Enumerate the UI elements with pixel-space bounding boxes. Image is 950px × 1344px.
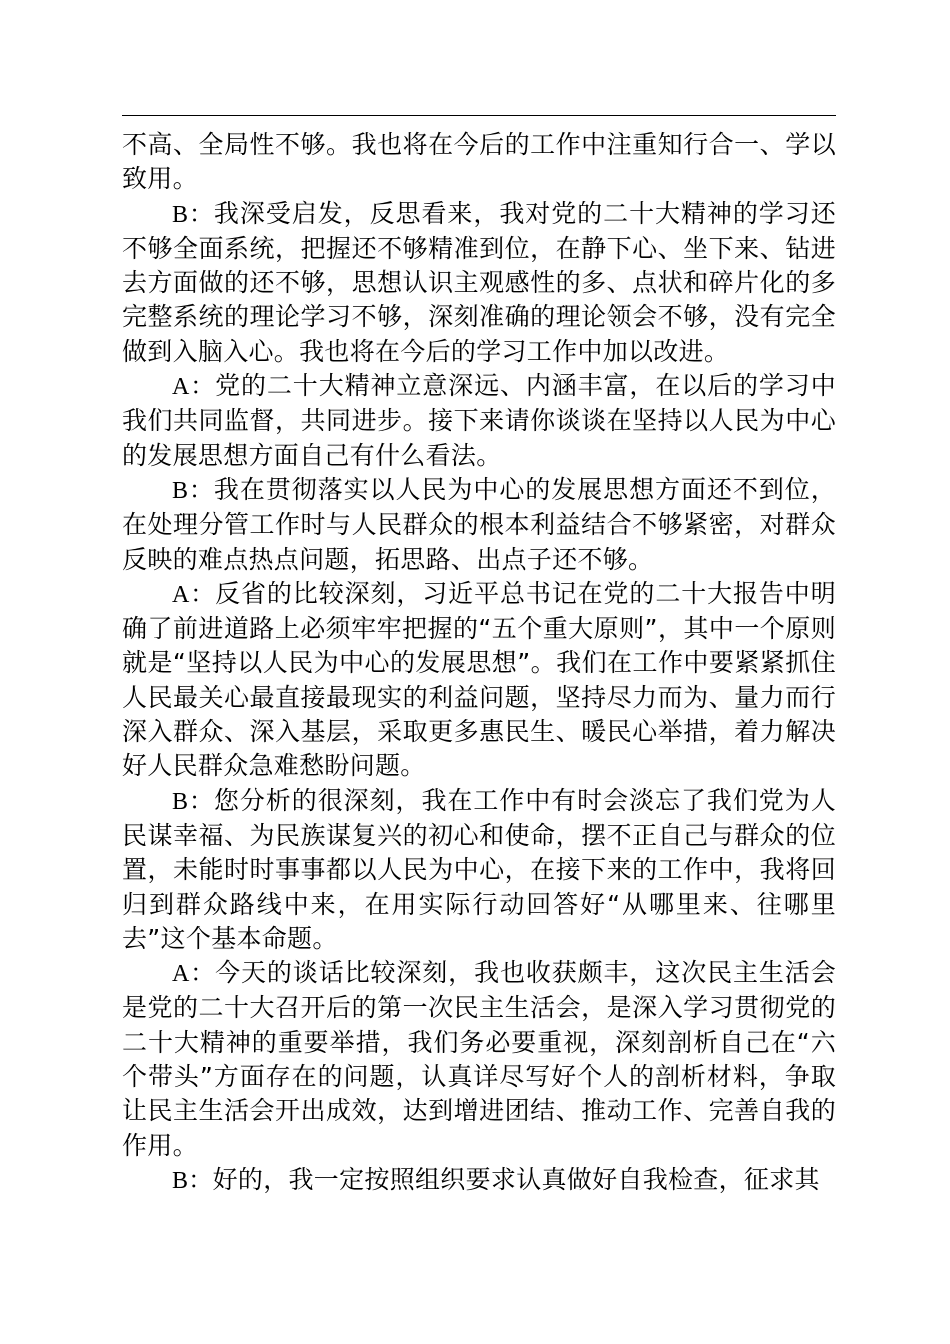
paragraph-text: 好的，我一定按照组织要求认真做好自我检查，征求其 <box>212 1164 820 1194</box>
paragraph-text: 不高、全局性不够。我也将在今后的工作中注重知行合一、学以致用。 <box>122 130 836 194</box>
paragraph-b-reply <box>122 473 836 577</box>
paragraph-text: 今天的谈话比较深刻，我也收获颇丰，这次民主生活会是党的二十大召开后的第一次民主生活会，是深入学习贯彻党的二十大精神的重要举措，我们务必要重视，深刻剖析自己在“六个带头”方面存在的问题，认真详尽写好个人的剖析材料，争取让民主生活会开出成效，达到增进团结、推动工作、完善自我的作用。 <box>122 958 836 1160</box>
paragraph-a-question <box>122 369 836 473</box>
paragraph-b-reply <box>122 784 836 956</box>
paragraph-text: 您分析的很深刻，我在工作中有时会淡忘了我们党为人民谋幸福、为民族谋复兴的初心和使命，摆不正自己与群众的位置，未能时时事事都以人民为中心，在接下来的工作中，我将回归到群众路线中来，在用实际行动回答好“从哪里来、往哪里去”这个基本命题。 <box>122 785 837 953</box>
paragraph-text: 反省的比较深刻，习近平总书记在党的二十大报告中明确了前进道路上必须牢牢把握的“五个重大原则”，其中一个原则就是“坚持以人民为中心的发展思想”。我们在工作中要紧紧抓住人民最关心最直接最现实的利益问题，坚持尽力而为、量力而行深入群众、深入基层，采取更多惠民生、暖民心举措，着力解决好人民群众急难愁盼问题。 <box>122 578 836 781</box>
header-rule <box>122 115 836 116</box>
document-body <box>122 128 836 1198</box>
speaker-label: A： <box>172 961 216 988</box>
speaker-label: B： <box>172 1167 213 1194</box>
speaker-label: A： <box>172 374 216 401</box>
paragraph-continued <box>122 128 836 197</box>
speaker-label: A： <box>172 581 216 608</box>
paragraph-text: 党的二十大精神立意深远、内涵丰富，在以后的学习中我们共同监督，共同进步。接下来请你谈谈在坚持以人民为中心的发展思想方面自己有什么看法。 <box>122 371 836 470</box>
speaker-label: B： <box>172 788 214 815</box>
paragraph-b-reply <box>122 197 836 369</box>
paragraph-a-comment <box>122 577 836 784</box>
paragraph-text: 我深受启发，反思看来，我对党的二十大精神的学习还不够全面系统，把握还不够精准到位，在静下心、坐下来、钻进去方面做的还不够，思想认识主观感性的多、点状和碎片化的多完整系统的理论学习不够，深刻准确的理论领会不够，没有完全做到入脑入心。我也将在今后的学习工作中加以改进。 <box>122 198 837 366</box>
paragraph-text: 我在贯彻落实以人民为中心的发展思想方面还不到位，在处理分管工作时与人民群众的根本利益结合不够紧密，对群众反映的难点热点问题，拓思路、出点子还不够。 <box>122 474 837 574</box>
speaker-label: B： <box>172 201 214 228</box>
paragraph-b-closing <box>122 1163 836 1198</box>
speaker-label: B： <box>172 477 214 504</box>
paragraph-a-summary <box>122 956 836 1163</box>
